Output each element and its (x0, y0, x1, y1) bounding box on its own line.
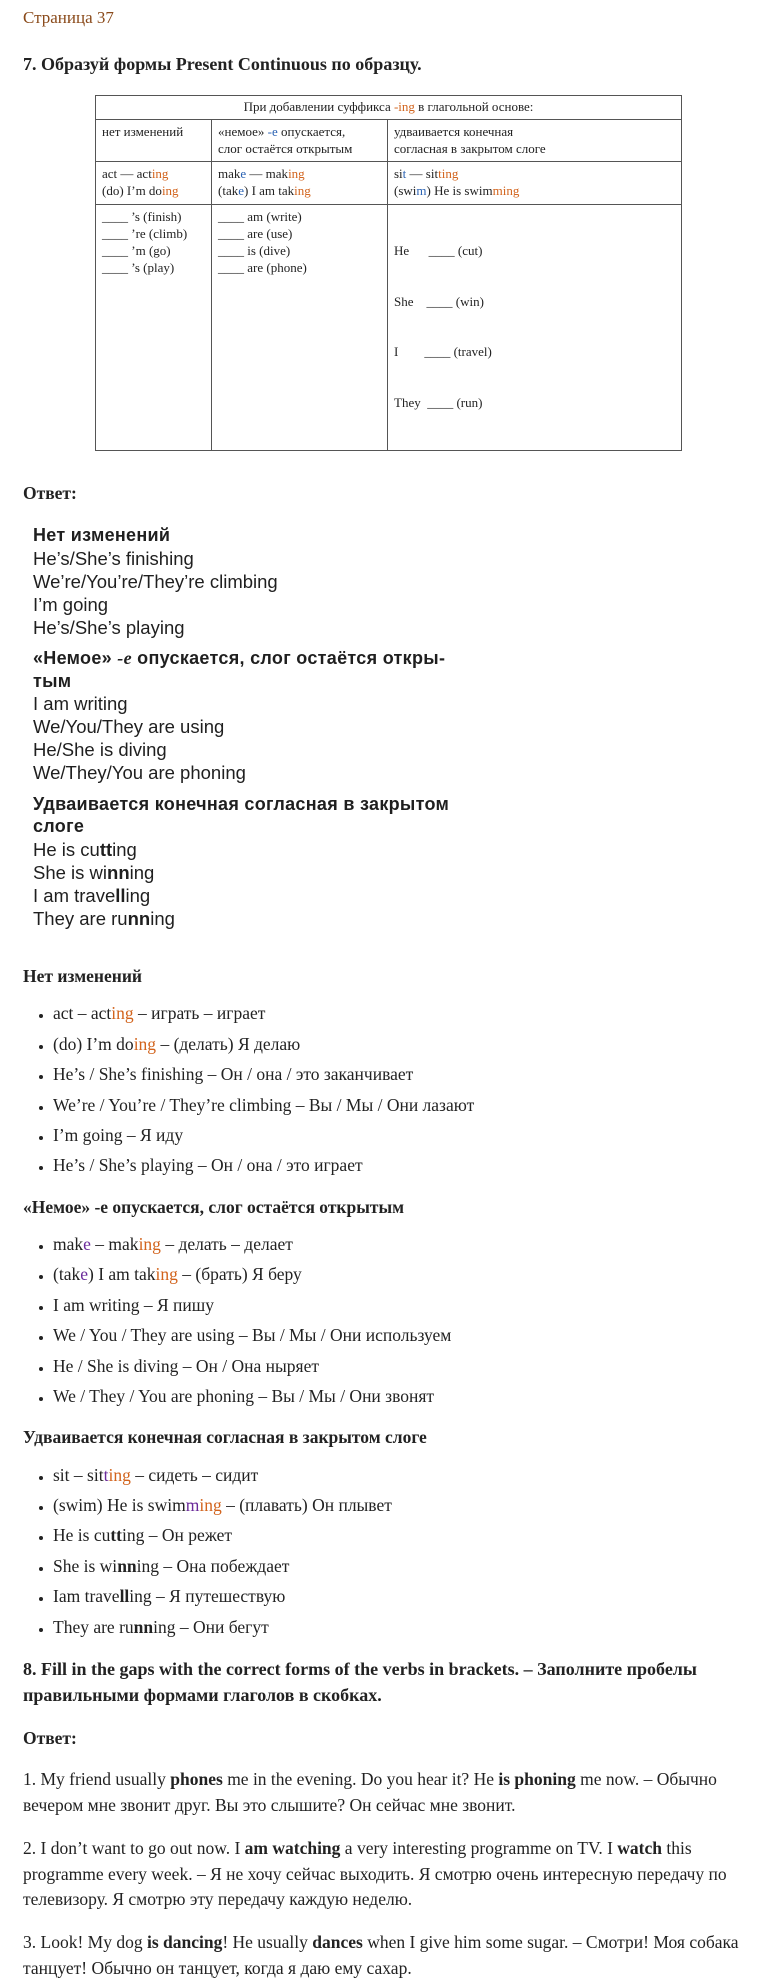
example-text: act — act (102, 166, 152, 182)
item-doubled: nn (133, 1616, 154, 1637)
scan-line: We/You/They are using (33, 716, 225, 738)
item-text: They are ru (53, 1616, 134, 1637)
answer-verb: dances (312, 1932, 363, 1953)
scan-line: We’re/You’re/They’re climbing (33, 570, 278, 592)
scan-line: He’s/She’s finishing (33, 547, 194, 569)
answer-verb: watch (617, 1838, 662, 1859)
task8-answer-label: Ответ: (23, 1728, 77, 1749)
task8-title: 8. Fill in the gaps with the correct forms of the verbs in brackets. – Заполните пробелы правильными формами глаголов в скобках. (23, 1658, 697, 1705)
item-doubled: t (103, 1464, 109, 1485)
list-item: • I am writing – Я пишу (53, 1293, 747, 1318)
item-text: Iam trave (53, 1586, 120, 1607)
list-item (53, 1493, 747, 1518)
scan-line (33, 838, 523, 861)
item-text: – (брать) Я беру (177, 1264, 302, 1285)
scan-heading-e: -e (117, 648, 132, 669)
table-exercise-row (96, 205, 682, 450)
list-item (53, 1262, 747, 1287)
scan-text: She is wi (33, 861, 108, 883)
exercise-line: ____ is (dive) (218, 242, 291, 258)
item-text: He is cu (53, 1525, 111, 1546)
exercise-line: ____ are (phone) (218, 259, 307, 275)
scan-line: We/They/You are phoning (33, 762, 246, 784)
answer-paragraph-1 (23, 1767, 747, 1818)
exercise-line: ____ ’re (climb) (102, 226, 188, 242)
exercise-line: I ____ (travel) (394, 344, 492, 360)
item-text: – (плавать) Он плывет (221, 1495, 392, 1516)
item-text: ing – Я путешествую (129, 1586, 286, 1607)
example-text: — mak (246, 166, 289, 182)
scan-text: ing (129, 861, 155, 883)
scanned-answer-block (23, 524, 523, 930)
list-item: • He / She is diving – Он / Она ныряет (53, 1354, 747, 1379)
answer-text: me now. – Обычно вечером мне звонит друг. Вы это слышите? Он сейчас мне звонит. (23, 1769, 717, 1815)
example-text: ) He is swim (426, 183, 493, 199)
page-label: Страница 37 (23, 8, 114, 27)
task7-answer-label: Ответ: (23, 482, 77, 503)
item-text: She is wi (53, 1555, 118, 1576)
list-item (53, 1523, 747, 1548)
item-text: (do) I’m do (53, 1033, 134, 1054)
header-text: согласная в закрытом слоге (394, 140, 546, 156)
example-suffix: ing (288, 166, 305, 182)
example-suffix: ting (438, 166, 459, 182)
example-text: ) I am tak (244, 183, 295, 199)
section-heading-silent-e: «Немое» -e опускается, слог остаётся открытым (23, 1196, 405, 1217)
task7-title: 7. Образуй формы Present Continuous по образцу. (23, 53, 422, 74)
list-silent-e (23, 1232, 747, 1409)
list-no-change (23, 1001, 747, 1178)
example-text: (tak (218, 183, 239, 199)
item-suffix: ing (138, 1234, 161, 1255)
item-text: – (делать) Я делаю (156, 1033, 301, 1054)
scan-line (33, 884, 523, 907)
answer-text: ! He usually (222, 1932, 313, 1953)
item-suffix: ing (155, 1264, 178, 1285)
scan-heading-no-change: Нет изменений (33, 525, 171, 546)
exercise-line: She ____ (win) (394, 293, 484, 309)
scan-doubled: ll (115, 884, 126, 906)
answer-paragraph-3 (23, 1930, 747, 1981)
item-doubled: ll (119, 1586, 130, 1607)
exercise-line: ____ are (use) (218, 226, 293, 242)
example-text: (do) I’m do (102, 183, 162, 199)
scan-text: ing (150, 907, 175, 929)
item-text: (swim) He is swim (53, 1495, 186, 1516)
list-item (53, 1032, 747, 1057)
item-doubled: nn (117, 1555, 137, 1576)
answer-verb: is phoning (498, 1769, 576, 1790)
example-consonant: t (402, 166, 407, 182)
list-item: • We’re / You’re / They’re climbing – Вы / Мы / Они лазают (53, 1093, 747, 1118)
list-item: • We / You / They are using – Вы / Мы / Они используем (53, 1323, 747, 1348)
scan-doubled: tt (99, 838, 113, 860)
table-header-row (96, 119, 682, 162)
scan-heading-text: слоге (33, 816, 85, 837)
answer-text: this programme every week. – Я не хочу сейчас выходить. Я смотрю очень интересную передачу по телевизору. Я смотрю эту передачу каждую неделю. (23, 1838, 727, 1909)
item-text: act – act (53, 1003, 112, 1024)
scan-line (33, 907, 523, 930)
answer-paragraph-2 (23, 1836, 747, 1912)
list-item (53, 1615, 747, 1640)
scan-heading-text: Удваивается конечная согласная в закрытом (33, 793, 450, 814)
item-suffix: ing (108, 1464, 131, 1485)
item-text: ing – Она побеждает (136, 1555, 290, 1576)
item-text: sit – sit (53, 1464, 104, 1485)
list-item (53, 1554, 747, 1579)
scan-line: I’m going (33, 593, 109, 615)
example-e: e (238, 183, 244, 199)
scan-heading-text: тым (33, 670, 72, 691)
item-text: – сидеть – сидит (130, 1464, 259, 1485)
list-item (53, 1463, 747, 1488)
rules-table (95, 95, 682, 451)
header-text: нет изменений (102, 123, 184, 139)
list-item: • We / They / You are phoning – Вы / Мы / Они звонят (53, 1384, 747, 1409)
list-item: • He’s / She’s playing – Он / она / это играет (53, 1153, 747, 1178)
scan-text: He is cu (33, 838, 100, 860)
list-item (53, 1584, 747, 1609)
scan-line: I am writing (33, 693, 128, 715)
list-item (53, 1232, 747, 1257)
exercise-line: ____ ’s (play) (102, 259, 175, 275)
example-suffix: ing (151, 166, 169, 182)
scan-text: ing (125, 884, 151, 906)
answer-text: 2. I don’t want to go out now. I (23, 1838, 245, 1859)
item-e: e (80, 1264, 88, 1285)
exercise-line: He ____ (cut) (394, 242, 483, 258)
answer-verb: am watching (244, 1838, 341, 1859)
example-text: — sit (406, 166, 439, 182)
scan-line: He/She is diving (33, 739, 167, 761)
item-text: ing – Они бегут (153, 1616, 269, 1637)
list-item: • I’m going – Я иду (53, 1123, 747, 1148)
scan-doubled: nn (107, 861, 130, 883)
header-text: опускается, (277, 123, 346, 139)
example-text: (swi (394, 183, 417, 199)
scan-text: ing (112, 838, 137, 860)
exercise-line: ____ ’m (go) (102, 242, 171, 258)
item-text: – mak (90, 1234, 139, 1255)
item-suffix: ing (199, 1495, 222, 1516)
scan-doubled: nn (127, 907, 151, 929)
scan-text: I am trave (33, 884, 116, 906)
item-suffix: ing (111, 1003, 134, 1024)
answer-text: a very interesting programme on TV. I (340, 1838, 618, 1859)
scan-heading-doubling (33, 793, 523, 838)
exercise-line: They ____ (run) (394, 394, 483, 410)
example-suffix: ming (492, 183, 520, 199)
exercise-col-1 (96, 205, 212, 450)
scan-heading-text: опускается, слог остаётся откры- (131, 648, 446, 669)
answer-text: when I give him some sugar. – Смотри! Моя собака танцует! Обычно он танцует, когда я даю ему сахар. (23, 1932, 739, 1978)
list-item: • He’s / She’s finishing – Он / она / это заканчивает (53, 1062, 747, 1087)
table-caption (96, 95, 682, 119)
example-consonant: m (416, 183, 427, 199)
answer-verb: phones (170, 1769, 223, 1790)
scan-heading-silent-e (33, 647, 523, 692)
table-example-row (96, 162, 682, 205)
answer-text: 3. Look! My dog (23, 1932, 147, 1953)
header-e: -e (267, 123, 278, 139)
section-heading-no-change: Нет изменений (23, 966, 143, 987)
item-suffix: ing (133, 1033, 157, 1054)
item-text: (tak (53, 1264, 81, 1285)
item-text: mak (53, 1234, 84, 1255)
rules-table-figure (95, 95, 682, 451)
exercise-line: ____ am (write) (218, 209, 302, 225)
item-text: – делать – делает (160, 1234, 293, 1255)
example-suffix: ing (294, 183, 311, 199)
header-silent-e (212, 119, 388, 162)
list-doubling (23, 1463, 747, 1640)
header-text: удваивается конечная (394, 123, 514, 139)
list-item (53, 1001, 747, 1026)
exercise-line: ____ ’s (finish) (102, 209, 182, 225)
example-text: si (394, 166, 403, 182)
header-no-change (96, 119, 212, 162)
answer-text: me in the evening. Do you hear it? He (222, 1769, 499, 1790)
header-text: слог остаётся открытым (218, 140, 353, 156)
exercise-col-2 (212, 205, 388, 450)
item-e: e (83, 1234, 91, 1255)
example-doubling (388, 162, 682, 205)
scan-line: He’s/She’s playing (33, 616, 185, 638)
scan-heading-text: «Немое» (33, 648, 118, 669)
item-doubled: m (185, 1495, 200, 1516)
item-text: ) I am tak (88, 1264, 156, 1285)
item-text: ing – Он режет (122, 1525, 233, 1546)
header-text: «немое» (218, 123, 268, 139)
section-heading-doubling: Удваивается конечная согласная в закрытом слоге (23, 1427, 427, 1448)
caption-suffix: -ing (393, 98, 415, 114)
answer-verb: is dancing (146, 1932, 223, 1953)
answer-text: 1. My friend usually (23, 1769, 171, 1790)
example-suffix: ing (161, 183, 179, 199)
example-text: mak (218, 166, 241, 182)
scan-line (33, 861, 523, 884)
item-text: – играть – играет (133, 1003, 266, 1024)
caption-text-end: в глагольной основе: (414, 98, 534, 114)
header-doubling (388, 119, 682, 162)
scan-text: They are ru (33, 907, 128, 929)
example-silent-e (212, 162, 388, 205)
exercise-col-3 (388, 205, 682, 450)
item-doubled: tt (110, 1525, 123, 1546)
example-e: e (240, 166, 247, 182)
caption-text: При добавлении суффикса (243, 98, 394, 114)
example-no-change (96, 162, 212, 205)
